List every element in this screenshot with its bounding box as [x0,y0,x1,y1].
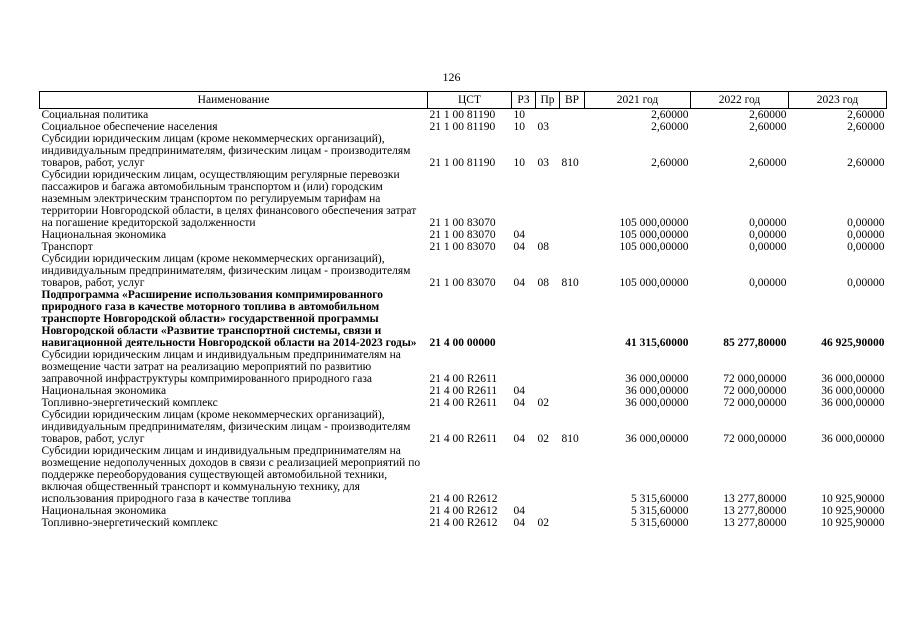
cell-2022: 13 277,80000 [723,517,787,529]
cell-2021: 36 000,00000 [625,433,689,445]
cell-2023: 0,00000 [847,229,885,241]
cell-vr [560,241,585,253]
header-rz: РЗ [512,92,536,109]
cell-name: Топливно-энергетический комплекс [41,397,218,409]
cell-pr [536,169,560,229]
cell-rz: 10 [513,121,525,133]
cell-2021: 5 315,60000 [631,517,689,529]
cell-rz: 04 [513,433,525,445]
cell-pr: 03 [537,121,549,133]
table-row [40,409,887,445]
header-vr: ВР [560,92,585,109]
header-pr: Пр [536,92,560,109]
cell-pr: 08 [537,241,549,253]
cell-cst: 21 4 00 R2611 [429,433,498,445]
table-row [40,169,887,229]
cell-vr [560,229,585,241]
cell-rz: 04 [513,277,525,289]
cell-vr [560,109,585,122]
table-row [40,397,887,409]
cell-vr [560,289,585,349]
cell-vr [560,121,585,133]
cell-2021: 2,60000 [651,157,689,169]
cell-pr: 03 [537,157,549,169]
cell-vr: 810 [561,433,579,445]
cell-2023: 2,60000 [847,121,885,133]
table-row [40,121,887,133]
table-row [40,109,887,122]
cell-cst: 21 1 00 83070 [429,277,496,289]
cell-rz [512,289,536,349]
cell-pr [536,385,560,397]
cell-2023: 10 925,90000 [821,517,885,529]
cell-cst: 21 1 00 83070 [429,229,496,241]
cell-2022: 13 277,80000 [723,493,787,505]
cell-name: Субсидии юридическим лицам (кроме некоммерческих организаций), индивидуальным предпринимателям, физическим лицам - производителям товаров, работ, услуг [41,409,411,445]
cell-2021: 36 000,00000 [625,385,689,397]
cell-2022: 72 000,00000 [723,433,787,445]
cell-pr: 02 [537,517,549,529]
table-row [40,133,887,169]
cell-cst: 21 4 00 R2611 [429,397,498,409]
cell-cst: 21 1 00 81190 [429,157,496,169]
cell-name: Субсидии юридическим лицам (кроме некоммерческих организаций), индивидуальным предпринимателям, физическим лицам - производителям товаров, работ, услуг [41,133,411,169]
table-row [40,385,887,397]
cell-rz: 04 [513,517,525,529]
cell-name: Социальное обеспечение населения [41,121,218,133]
cell-2022: 13 277,80000 [723,505,787,517]
cell-2021: 5 315,60000 [631,505,689,517]
table-row [40,517,887,529]
cell-rz [512,169,536,229]
cell-2023: 2,60000 [847,157,885,169]
cell-pr [536,229,560,241]
cell-2022: 72 000,00000 [723,385,787,397]
cell-vr [560,517,585,529]
cell-vr [560,445,585,505]
cell-2023: 10 925,90000 [821,505,885,517]
table-row [40,229,887,241]
cell-cst: 21 1 00 83070 [429,241,496,253]
page-number: 126 [442,70,461,84]
table-body [40,109,887,530]
header-2021: 2021 год [585,92,691,109]
cell-vr: 810 [561,277,579,289]
cell-2021: 2,60000 [651,121,689,133]
cell-pr [536,109,560,122]
table-row [40,349,887,385]
cell-name: Субсидии юридическим лицам (кроме некоммерческих организаций), индивидуальным предпринимателям, физическим лицам - производителям товаров, работ, услуг [41,253,411,289]
cell-cst: 21 1 00 83070 [429,217,496,229]
cell-cst: 21 1 00 81190 [429,109,496,121]
cell-cst: 21 4 00 00000 [429,337,496,349]
cell-2023: 0,00000 [847,217,885,229]
cell-cst: 21 4 00 R2611 [429,385,498,397]
cell-vr [560,385,585,397]
cell-2022: 72 000,00000 [723,397,787,409]
cell-name: Национальная экономика [41,229,167,241]
cell-pr [536,289,560,349]
cell-cst: 21 4 00 R2612 [429,517,498,529]
cell-2021: 36 000,00000 [625,373,689,385]
cell-vr [560,349,585,385]
cell-2022: 0,00000 [749,241,787,253]
cell-2022: 2,60000 [749,157,787,169]
cell-rz: 10 [513,157,525,169]
cell-name: Национальная экономика [41,505,167,517]
cell-2021: 41 315,60000 [625,337,689,349]
cell-rz: 04 [513,385,525,397]
cell-name: Социальная политика [41,109,149,121]
cell-rz: 04 [513,397,525,409]
cell-rz: 04 [513,229,525,241]
cell-cst: 21 4 00 R2611 [429,373,498,385]
cell-2021: 105 000,00000 [619,277,689,289]
cell-2023: 36 000,00000 [821,433,885,445]
cell-2023: 36 000,00000 [821,385,885,397]
cell-name: Субсидии юридическим лицам и индивидуальным предпринимателям на возмещение недополученных доходов в связи с реализацией мероприятий по поддержке переоборудования существующей автомобильной техники, включая общественный транспорт и коммунальную технику, для использования природного газа в качестве топлива [41,445,421,505]
budget-table [39,91,887,529]
cell-2021: 105 000,00000 [619,229,689,241]
cell-2022: 0,00000 [749,277,787,289]
cell-name: Субсидии юридическим лицам и индивидуальным предпринимателям на возмещение части затрат на реализацию мероприятий по развитию заправочной инфраструктуры компримированного природного газа [41,349,401,385]
cell-name: Субсидии юридическим лицам, осуществляющим регулярные перевозки пассажиров и багажа автомобильным транспортом и (или) городским наземным электрическим транспортом по регулируемым тарифам на территории Новгородской области, в целях финансового обеспечения затрат на погашение кредиторской задолженности [41,169,417,229]
cell-2021: 36 000,00000 [625,397,689,409]
table-row [40,289,887,349]
cell-2023: 0,00000 [847,277,885,289]
cell-2023: 10 925,90000 [821,493,885,505]
table-row [40,505,887,517]
table-row [40,241,887,253]
cell-2023: 46 925,90000 [821,337,885,349]
header-2023: 2023 год [789,92,887,109]
cell-2022: 2,60000 [749,109,787,121]
cell-pr [536,349,560,385]
cell-vr [560,169,585,229]
cell-2022: 2,60000 [749,121,787,133]
cell-name: Подпрограмма «Расширение использования компримированного природного газа в качестве моторного топлива в автомобильном транспорте Новгородской области» государственной программы Новгородской области «Развитие транспортной системы, связи и навигационной деятельности Новгородской области на 2014-2023 годы» [41,289,417,349]
cell-cst: 21 4 00 R2612 [429,493,498,505]
cell-pr: 08 [537,277,549,289]
cell-name: Топливно-энергетический комплекс [41,517,218,529]
header-cst: ЦСТ [428,92,512,109]
cell-2021: 105 000,00000 [619,241,689,253]
cell-2021: 5 315,60000 [631,493,689,505]
cell-pr: 02 [537,433,549,445]
header-2022: 2022 год [691,92,789,109]
cell-2022: 85 277,80000 [723,337,787,349]
table-row [40,253,887,289]
cell-rz [512,445,536,505]
cell-name: Национальная экономика [41,385,167,397]
cell-2023: 36 000,00000 [821,397,885,409]
cell-2022: 0,00000 [749,229,787,241]
cell-vr: 810 [561,157,579,169]
cell-vr [560,397,585,409]
cell-pr [536,445,560,505]
cell-rz: 04 [513,241,525,253]
cell-rz [512,349,536,385]
cell-rz: 10 [513,109,525,121]
table-row [40,445,887,505]
cell-cst: 21 4 00 R2612 [429,505,498,517]
cell-vr [560,505,585,517]
cell-cst: 21 1 00 81190 [429,121,496,133]
cell-pr: 02 [537,397,549,409]
cell-2022: 0,00000 [749,217,787,229]
header-name: Наименование [40,92,428,109]
table-header-row [40,92,887,109]
cell-2021: 105 000,00000 [619,217,689,229]
cell-name: Транспорт [41,241,93,253]
cell-2021: 2,60000 [651,109,689,121]
cell-2023: 2,60000 [847,109,885,121]
cell-2023: 0,00000 [847,241,885,253]
cell-2023: 36 000,00000 [821,373,885,385]
cell-pr [536,505,560,517]
cell-2022: 72 000,00000 [723,373,787,385]
cell-rz: 04 [513,505,525,517]
